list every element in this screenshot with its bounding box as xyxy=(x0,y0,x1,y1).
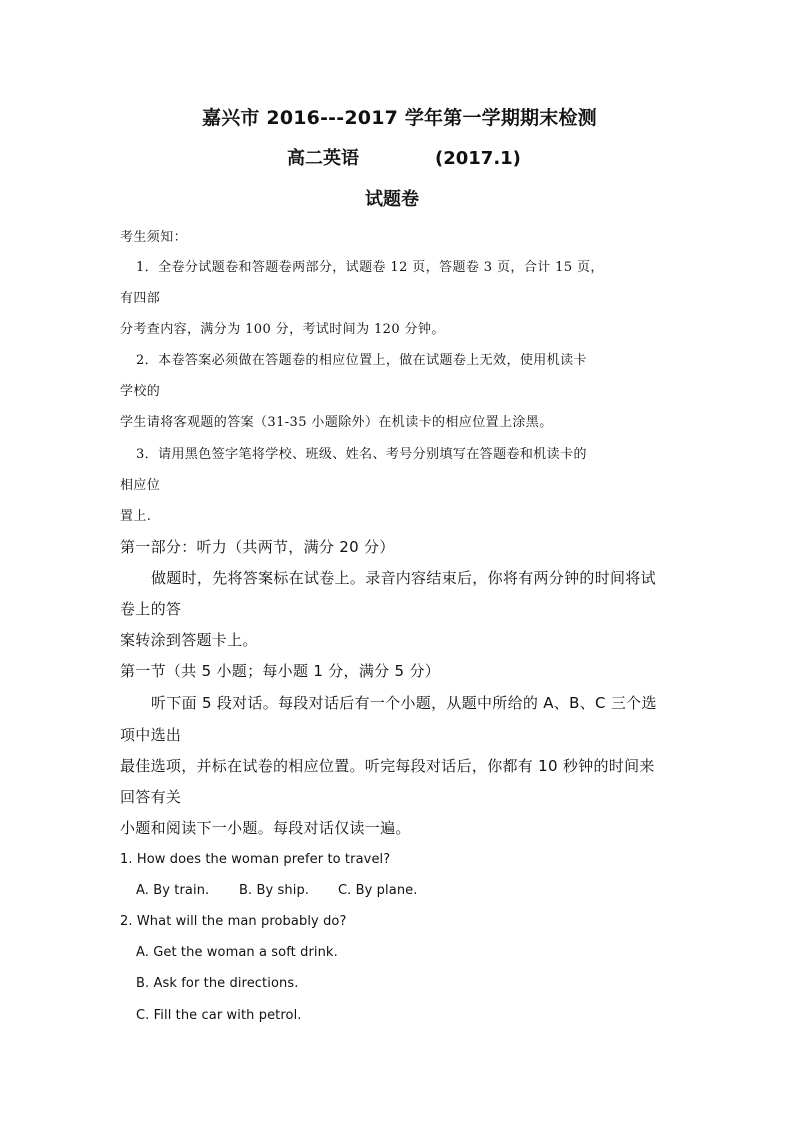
exam-date: (2017.1) xyxy=(435,148,521,169)
question-2-option-a: A. Get the woman a soft drink. xyxy=(136,945,338,960)
instructions-heading: 考生须知： xyxy=(120,230,188,245)
instruction-1-line-2: 有四部 xyxy=(120,291,161,306)
question-1-option-a: A. By train. xyxy=(136,883,210,898)
part-1-intro-line-1: 做题时，先将答案标在试卷上。录音内容结束后，你将有两分钟的时间将试 xyxy=(151,569,656,587)
subject-title: 高二英语 xyxy=(287,148,359,169)
instruction-3-line-2: 相应位 xyxy=(120,478,161,493)
question-1-stem: 1. How does the woman prefer to travel? xyxy=(120,852,391,867)
instruction-2-line-1: 2．本卷答案必须做在答题卷的相应位置上，做在试题卷上无效，使用机读卡 xyxy=(136,353,587,368)
section-1-intro-line-1: 听下面 5 段对话。每段对话后有一个小题，从题中所给的 A、B、C 三个选 xyxy=(151,694,657,712)
paper-type: 试题卷 xyxy=(365,189,419,210)
instruction-2-line-2: 学校的 xyxy=(120,384,161,399)
question-1-option-b: B. By ship. xyxy=(239,883,310,898)
instruction-3-line-1: 3．请用黑色签字笔将学校、班级、姓名、考号分别填写在答题卷和机读卡的 xyxy=(136,447,587,462)
question-1-option-c: C. By plane. xyxy=(338,883,418,898)
question-2-option-b: B. Ask for the directions. xyxy=(136,976,299,991)
instruction-1-line-3: 分考查内容，满分为 100 分，考试时间为 120 分钟。 xyxy=(120,322,445,337)
instruction-3-line-3: 置上. xyxy=(120,509,152,524)
section-1-intro-line-2: 项中选出 xyxy=(120,726,182,744)
part-1-intro-line-3: 案转涂到答题卡上。 xyxy=(120,631,258,649)
section-1-intro-line-4: 回答有关 xyxy=(120,788,182,806)
instruction-2-line-3: 学生请将客观题的答案（31-35 小题除外）在机读卡的相应位置上涂黑。 xyxy=(120,415,553,430)
document-title: 嘉兴市 2016---2017 学年第一学期期末检测 xyxy=(202,107,597,129)
question-2-stem: 2. What will the man probably do? xyxy=(120,914,347,929)
section-1-intro-line-5: 小题和阅读下一小题。每段对话仅读一遍。 xyxy=(120,819,411,837)
section-1-intro-line-3: 最佳选项，并标在试卷的相应位置。听完每段对话后，你都有 10 秒钟的时间来 xyxy=(120,757,655,775)
part-1-intro-line-2: 卷上的答 xyxy=(120,600,182,618)
part-1-heading: 第一部分：听力（共两节，满分 20 分） xyxy=(120,538,395,556)
question-2-option-c: C. Fill the car with petrol. xyxy=(136,1008,302,1023)
section-1-heading: 第一节（共 5 小题；每小题 1 分，满分 5 分） xyxy=(120,662,441,680)
instruction-1-line-1: 1．全卷分试题卷和答题卷两部分，试题卷 12 页，答题卷 3 页，合计 15 页， xyxy=(136,260,604,275)
